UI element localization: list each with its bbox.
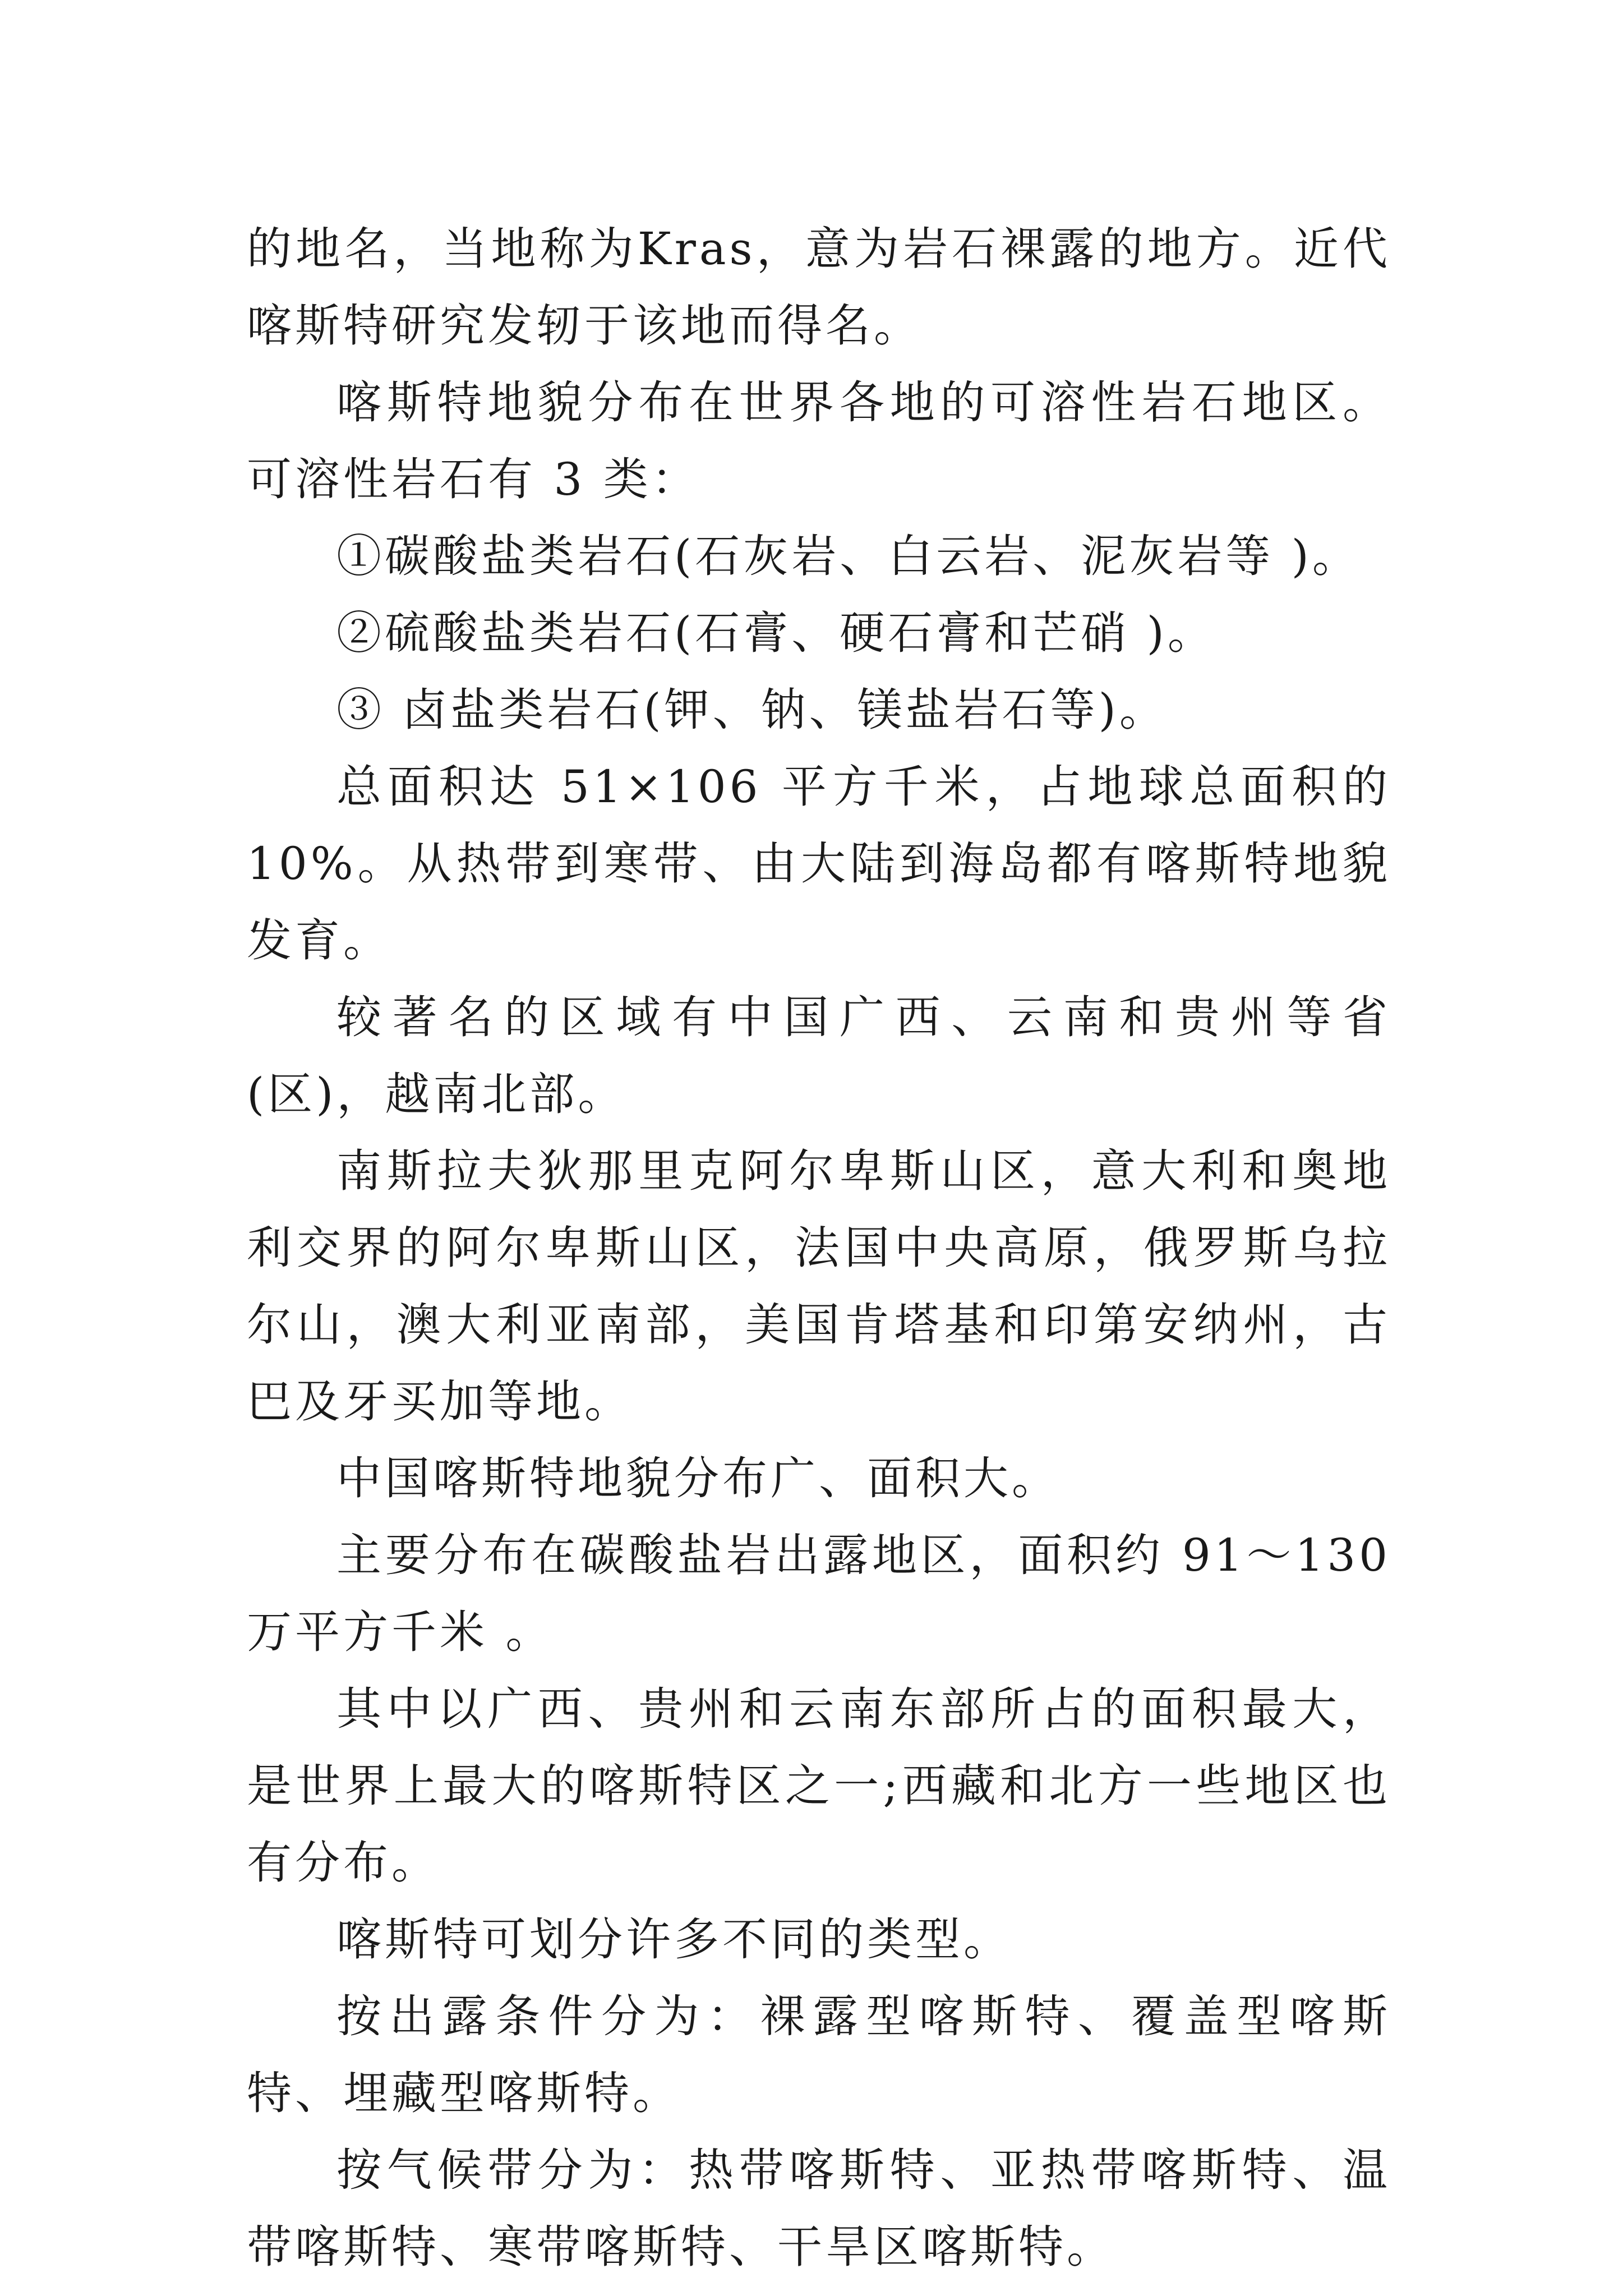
paragraph: 中国喀斯特地貌分布广、面积大。 — [336, 1452, 1060, 1504]
paragraph: 较著名的区域有中国广西、云南和贵州等省(区)，越南北部。 — [247, 991, 1391, 1120]
paragraph: 主要分布在碳酸盐岩出露地区，面积约 91～130 万平方千米 。 — [247, 1529, 1391, 1658]
paragraph: 按出露条件分为：裸露型喀斯特、覆盖型喀斯特、埋藏型喀斯特。 — [247, 1990, 1391, 2119]
paragraph: ①碳酸盐类岩石(石灰岩、白云岩、泥灰岩等 )。 — [336, 530, 1361, 582]
paragraph: 南斯拉夫狄那里克阿尔卑斯山区，意大利和奥地利交界的阿尔卑斯山区，法国中央高原，俄罗斯乌拉尔山，澳大利亚南部，美国肯塔基和印第安纳州，古巴及牙买加等地。 — [247, 1145, 1391, 1428]
paragraph: ②硫酸盐类岩石(石膏、硬石膏和芒硝 )。 — [336, 607, 1216, 659]
paragraph: 总面积达 51×106 平方千米，占地球总面积的 10%。从热带到寒带、由大陆到海岛都有喀斯特地貌发育。 — [247, 761, 1391, 967]
document-body — [247, 210, 1391, 2285]
paragraph: 喀斯特地貌分布在世界各地的可溶性岩石地区。可溶性岩石有 3 类： — [247, 376, 1391, 505]
paragraph: 喀斯特可划分许多不同的类型。 — [336, 1913, 1012, 1966]
paragraph: 的地名，当地称为Kras，意为岩石裸露的地方。近代喀斯特研究发轫于该地而得名。 — [247, 223, 1391, 352]
paragraph: 其中以广西、贵州和云南东部所占的面积最大，是世界上最大的喀斯特区之一;西藏和北方一些地区也有分布。 — [247, 1683, 1391, 1889]
paragraph: 按气候带分为：热带喀斯特、亚热带喀斯特、温带喀斯特、寒带喀斯特、干旱区喀斯特。 — [247, 2144, 1391, 2273]
paragraph: ③ 卤盐类岩石(钾、钠、镁盐岩石等)。 — [336, 684, 1168, 736]
